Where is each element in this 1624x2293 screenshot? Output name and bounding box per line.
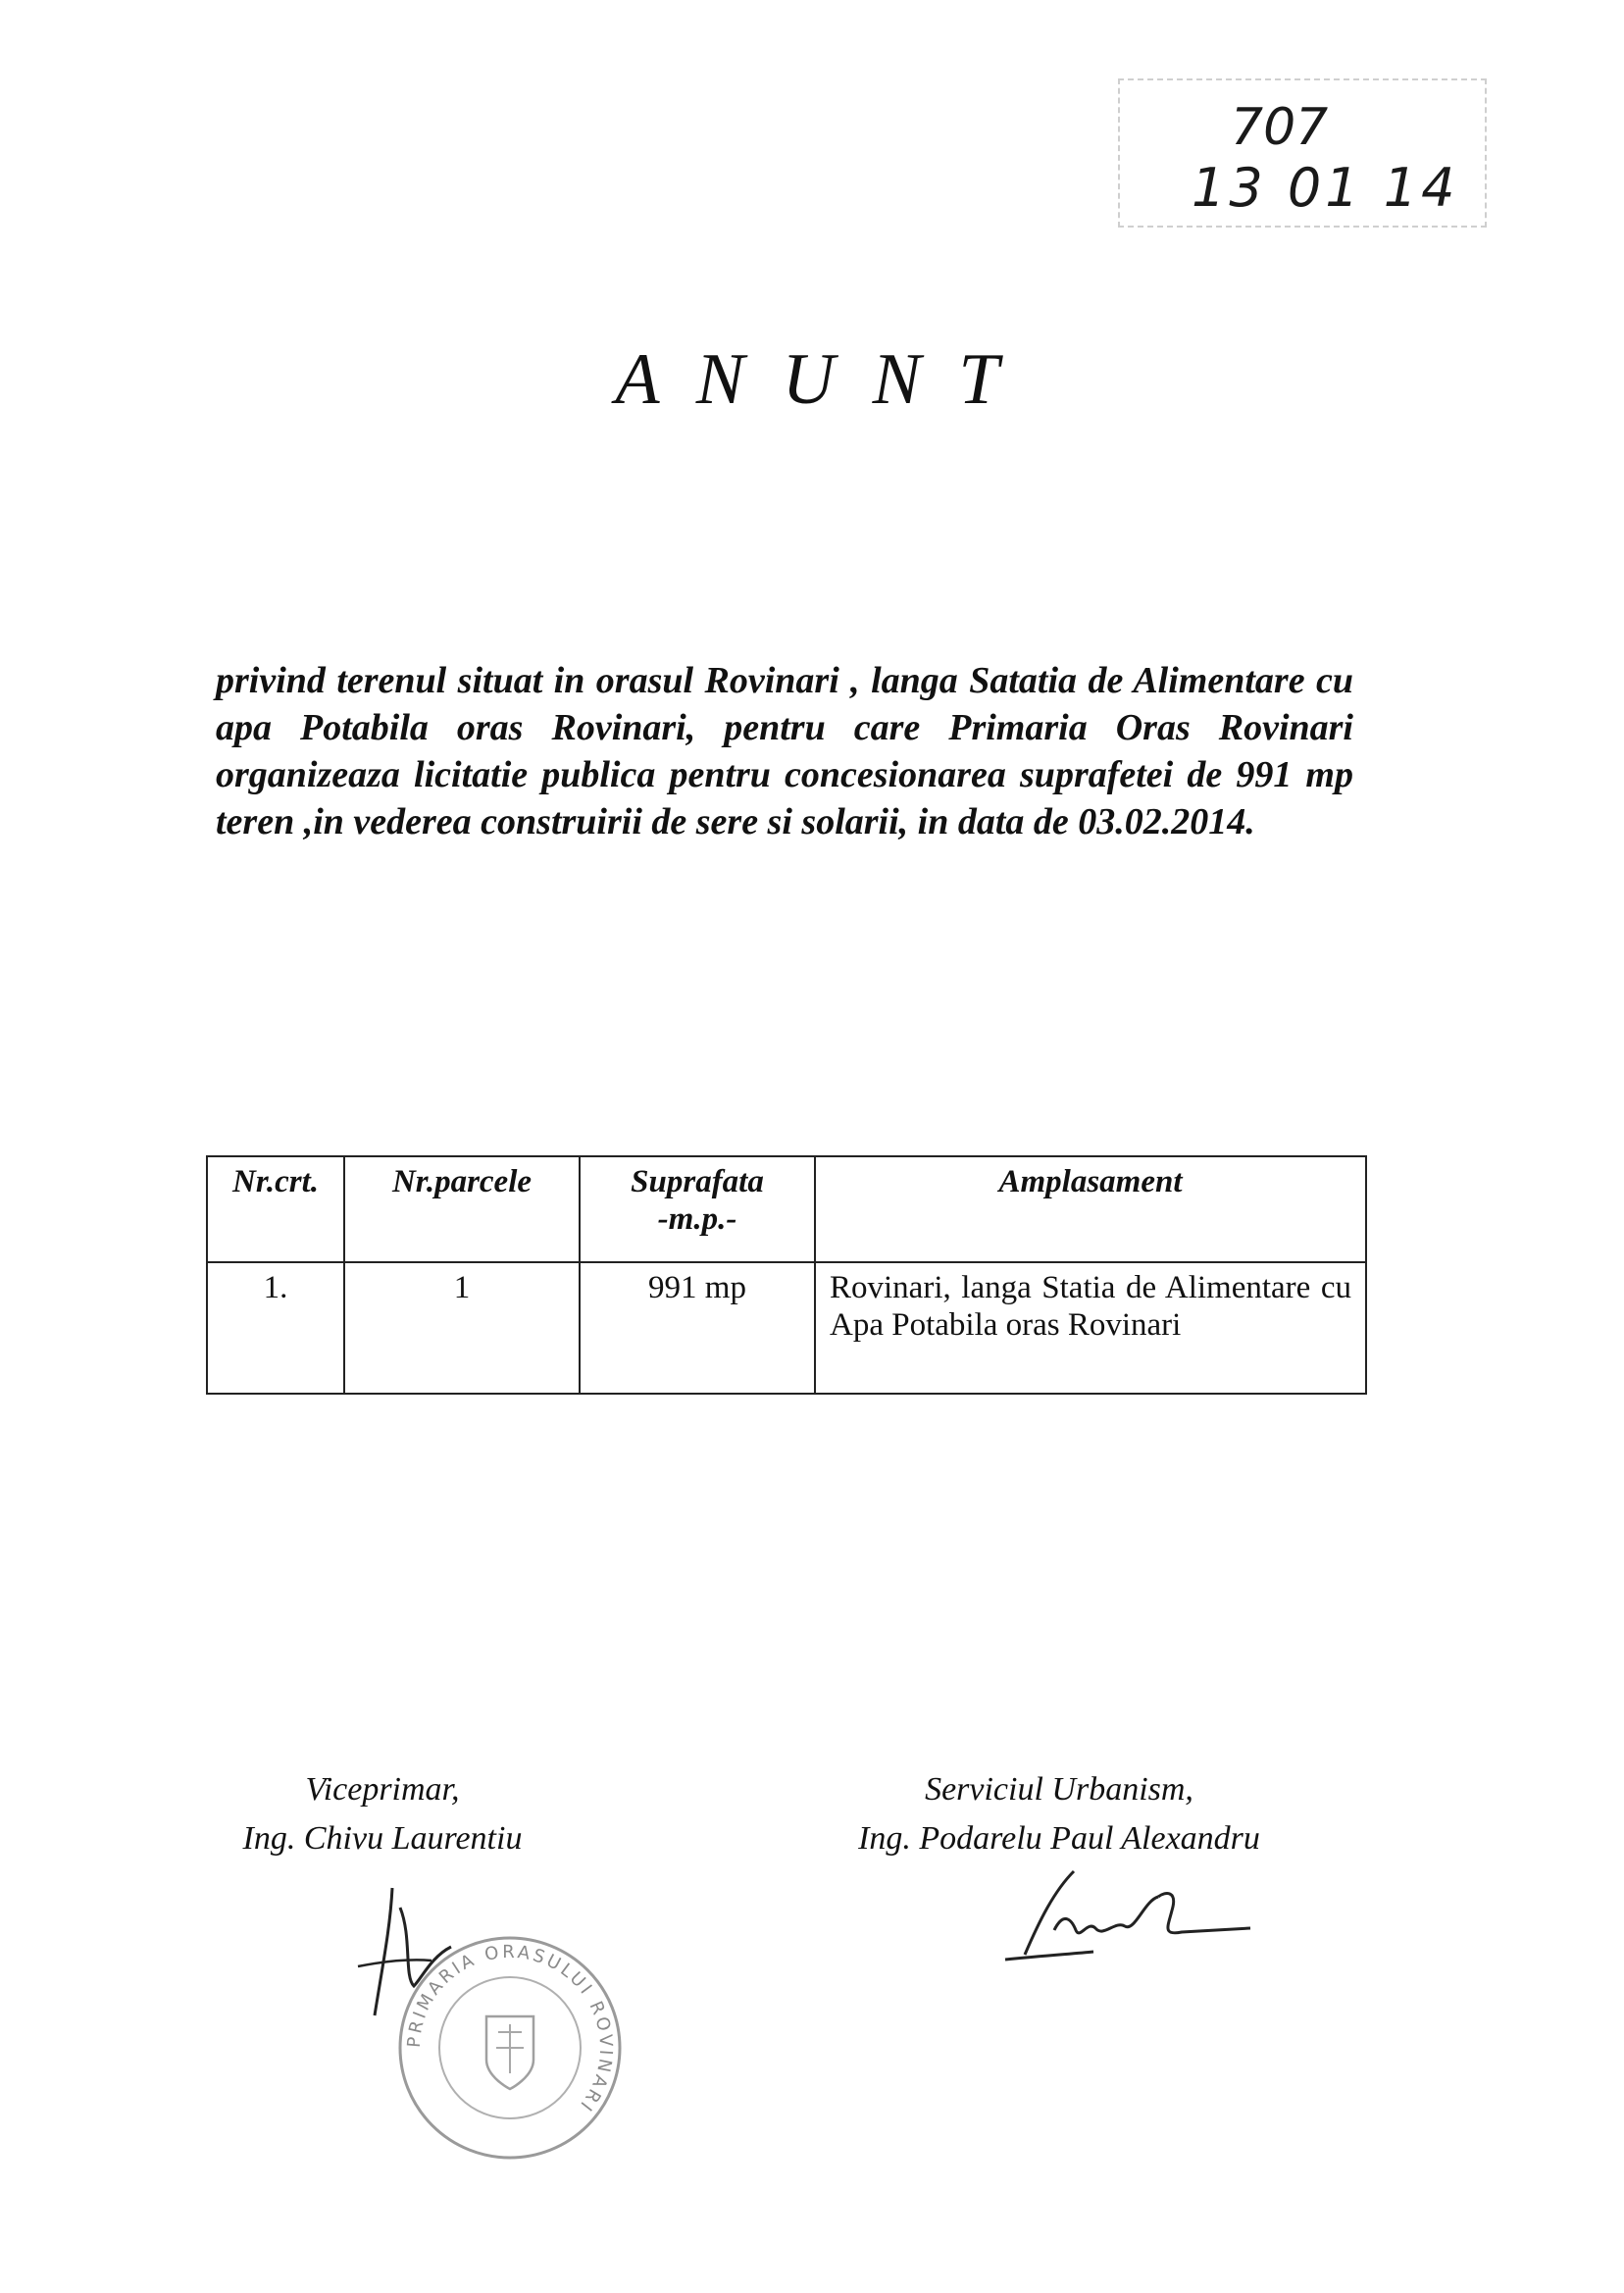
header-suprafata (580, 1156, 815, 1262)
cell-suprafata: 991 mp (580, 1262, 815, 1394)
document-title: A N U N T (615, 339, 1009, 420)
official-seal (392, 1930, 628, 2166)
signatory-name-left: Ing. Chivu Laurentiu (242, 1820, 523, 1857)
announcement-text: privind terenul situat in orasul Rovinari , langa Satatia de Alimentare cu apa Potabila oras Rovinari, pentru care Primaria Oras Rovinari organizeaza licitatie publica pentru concesionarea suprafetei de 991 mp teren ,in vederea construirii de sere si solarii, in data de 03.02.2014. (216, 660, 1353, 842)
signature-block-right (804, 1765, 1314, 1863)
lots-table (206, 1155, 1367, 1395)
table-header-row (207, 1156, 1366, 1262)
header-nr-parcele: Nr.parcele (344, 1156, 580, 1262)
cell-nr-crt: 1. (207, 1262, 344, 1394)
table-row (207, 1262, 1366, 1394)
signatory-role-right: Serviciul Urbanism, (925, 1771, 1193, 1808)
header-suprafata-unit: -m.p.- (657, 1201, 737, 1237)
signature-block-left (196, 1765, 569, 1863)
header-nr-crt: Nr.crt. (207, 1156, 344, 1262)
seal-text: PRIMARIA ORASULUI ROVINARI (403, 1941, 617, 2117)
handwritten-signature-right (986, 1861, 1260, 1969)
header-amplasament: Amplasament (815, 1156, 1366, 1262)
signatory-role-left: Viceprimar, (305, 1771, 460, 1808)
signatory-name-right: Ing. Podarelu Paul Alexandru (858, 1820, 1260, 1857)
cell-nr-parcele: 1 (344, 1262, 580, 1394)
header-suprafata-label: Suprafata (631, 1164, 764, 1199)
registration-date: 13 01 14 (1192, 157, 1459, 219)
registration-number: 707 (1231, 98, 1329, 157)
cell-amplasament: Rovinari, langa Statia de Alimentare cu Apa Potabila oras Rovinari (815, 1262, 1366, 1394)
